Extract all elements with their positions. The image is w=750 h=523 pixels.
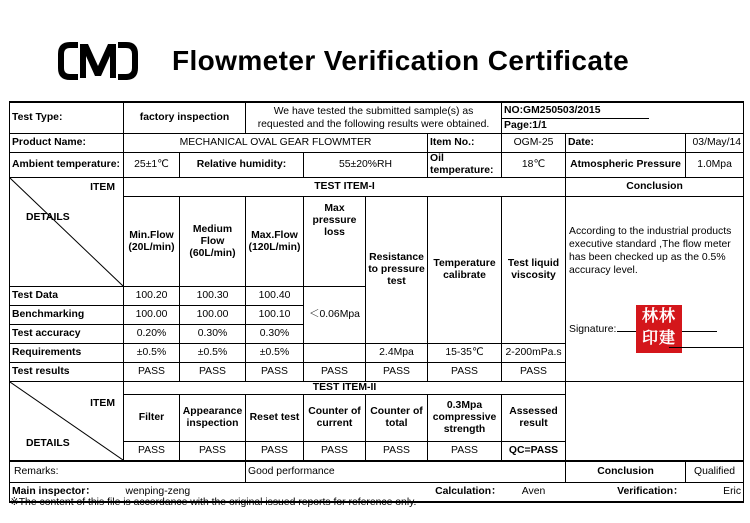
result-min-flow: PASS xyxy=(124,363,180,382)
requirements-resistance: 2.4Mpa xyxy=(366,344,428,363)
col-max-flow: Max.Flow (120L/min) xyxy=(246,197,304,287)
atmospheric-pressure-value: 1.0Mpa xyxy=(686,153,744,178)
col-compressive: 0.3Mpa compressive strength xyxy=(428,395,502,442)
section2-diagonal-header xyxy=(10,382,124,462)
main-inspector-label: Main inspector： xyxy=(10,483,124,503)
test-data-min: 100.20 xyxy=(124,287,180,306)
col-min-flow: Min.Flow (20L/min) xyxy=(124,197,180,287)
signature-area xyxy=(569,308,740,361)
verification-value: Eric xyxy=(686,483,744,503)
page-number: Page:1/1 xyxy=(504,119,547,131)
diagonal-line xyxy=(10,178,123,286)
certificate-title: Flowmeter Verification Certificate xyxy=(172,45,630,76)
result-resistance: PASS xyxy=(366,363,428,382)
cmc-logo-icon xyxy=(56,38,140,84)
result-appearance: PASS xyxy=(180,442,246,462)
test-item-1-title: TEST ITEM-I xyxy=(124,178,566,197)
col-liquid-viscosity: Test liquid viscosity xyxy=(502,197,566,344)
seal-stamp: 林林印建 xyxy=(636,305,682,353)
verification-label: Verification： xyxy=(566,483,686,503)
ambient-temperature-label: Ambient temperature: xyxy=(10,153,124,178)
col-filter: Filter xyxy=(124,395,180,442)
benchmarking-min: 100.00 xyxy=(124,306,180,325)
result-filter: PASS xyxy=(124,442,180,462)
col-medium-flow: Medium Flow (60L/min) xyxy=(180,197,246,287)
result-medium-flow: PASS xyxy=(180,363,246,382)
conclusion-blank xyxy=(566,382,744,462)
col-temperature-calibrate: Temperature calibrate xyxy=(428,197,502,344)
main-inspector-value: wenping-zeng xyxy=(124,483,246,503)
statement-text xyxy=(246,102,502,134)
product-name-value: MECHANICAL OVAL GEAR FLOWMTER xyxy=(124,134,428,153)
col-counter-current: Counter of current xyxy=(304,395,366,442)
product-name-label: Product Name: xyxy=(10,134,124,153)
conclusion-value: Qualified xyxy=(686,461,744,483)
result-counter-total: PASS xyxy=(366,442,428,462)
col-counter-total: Counter of total xyxy=(366,395,428,442)
calculation-label: Calculation： xyxy=(428,483,502,503)
col-max-pressure-loss: Max pressure loss xyxy=(304,197,366,287)
requirements-temperature: 15-35℃ xyxy=(428,344,502,363)
row-test-results-label: Test results xyxy=(10,363,124,382)
requirements-max: ±0.5% xyxy=(246,344,304,363)
col-reset-test: Reset test xyxy=(246,395,304,442)
result-compressive: PASS xyxy=(428,442,502,462)
date-label: Date: xyxy=(566,134,686,153)
oil-temperature-value: 18℃ xyxy=(502,153,566,178)
diag-item-label: ITEM xyxy=(90,182,115,193)
signature-underline xyxy=(669,347,744,348)
row-requirements-label: Requirements xyxy=(10,344,124,363)
accuracy-max: 0.30% xyxy=(246,325,304,344)
footnote: ※The content of this file is accordance with the original issued reports for reference only. xyxy=(10,497,417,508)
result-temperature: PASS xyxy=(428,363,502,382)
result-assessed: QC=PASS xyxy=(502,442,566,462)
col-appearance: Appearance inspection xyxy=(180,395,246,442)
statement-line1: We have tested the submitted sample(s) as xyxy=(273,106,474,117)
row-benchmarking-label: Benchmarking xyxy=(10,306,124,325)
oil-temperature-label: Oil temperature: xyxy=(428,153,502,178)
test-item-2-title: TEST ITEM-II xyxy=(124,382,566,395)
test-type-value: factory inspection xyxy=(124,102,246,134)
conclusion-text: According to the industrial products executive standard ,The flow meter has been checked up as the 0.5% accuracy level. xyxy=(569,226,732,276)
requirements-viscosity: 2-200mPa.s xyxy=(502,344,566,363)
remarks-value: Good performance xyxy=(246,461,566,483)
remarks-label: Remarks: xyxy=(10,461,246,483)
test-type-label: Test Type: xyxy=(10,102,124,134)
accuracy-min: 0.20% xyxy=(124,325,180,344)
section1-diagonal-header xyxy=(10,178,124,287)
diag-item-label: ITEM xyxy=(90,398,115,409)
date-value: 03/May/14 xyxy=(686,134,744,153)
item-no-value: OGM-25 xyxy=(502,134,566,153)
certificate-header xyxy=(0,0,750,100)
result-pressure-loss: PASS xyxy=(304,363,366,382)
result-max-flow: PASS xyxy=(246,363,304,382)
relative-humidity-value: 55±20%RH xyxy=(304,153,428,178)
statement-line2: requested and the following results were obtained. xyxy=(257,119,490,130)
ambient-temperature-value: 25±1℃ xyxy=(124,153,180,178)
relative-humidity-label: Relative humidity: xyxy=(180,153,304,178)
atmospheric-pressure-label: Atmospheric Pressure xyxy=(566,153,686,178)
result-viscosity: PASS xyxy=(502,363,566,382)
col-resistance-test: Resistance to pressure test xyxy=(366,197,428,344)
test-data-max: 100.40 xyxy=(246,287,304,306)
conclusion-title: Conclusion xyxy=(566,178,744,197)
test-data-medium: 100.30 xyxy=(180,287,246,306)
diag-details-label: DETAILS xyxy=(26,212,70,223)
benchmarking-max: 100.10 xyxy=(246,306,304,325)
requirements-pressure-loss xyxy=(304,344,366,363)
report-number-cell xyxy=(502,102,744,134)
row-test-data-label: Test Data xyxy=(10,287,124,306)
diag-details-label: DETAILS xyxy=(26,438,70,449)
calculation-value: Aven xyxy=(502,483,566,503)
requirements-min: ±0.5% xyxy=(124,344,180,363)
result-reset: PASS xyxy=(246,442,304,462)
report-number: NO:GM250503/2015 xyxy=(502,104,649,119)
signature-label: Signature: xyxy=(569,324,617,335)
result-counter-current: PASS xyxy=(304,442,366,462)
conclusion-label: Conclusion xyxy=(566,461,686,483)
row-test-accuracy-label: Test accuracy xyxy=(10,325,124,344)
pressure-loss-value: ＜0.06Mpa xyxy=(304,287,366,344)
item-no-label: Item No.: xyxy=(428,134,502,153)
conclusion-body xyxy=(566,197,744,382)
requirements-medium: ±0.5% xyxy=(180,344,246,363)
certificate-table xyxy=(9,101,744,503)
benchmarking-medium: 100.00 xyxy=(180,306,246,325)
col-assessed: Assessed result xyxy=(502,395,566,442)
accuracy-medium: 0.30% xyxy=(180,325,246,344)
